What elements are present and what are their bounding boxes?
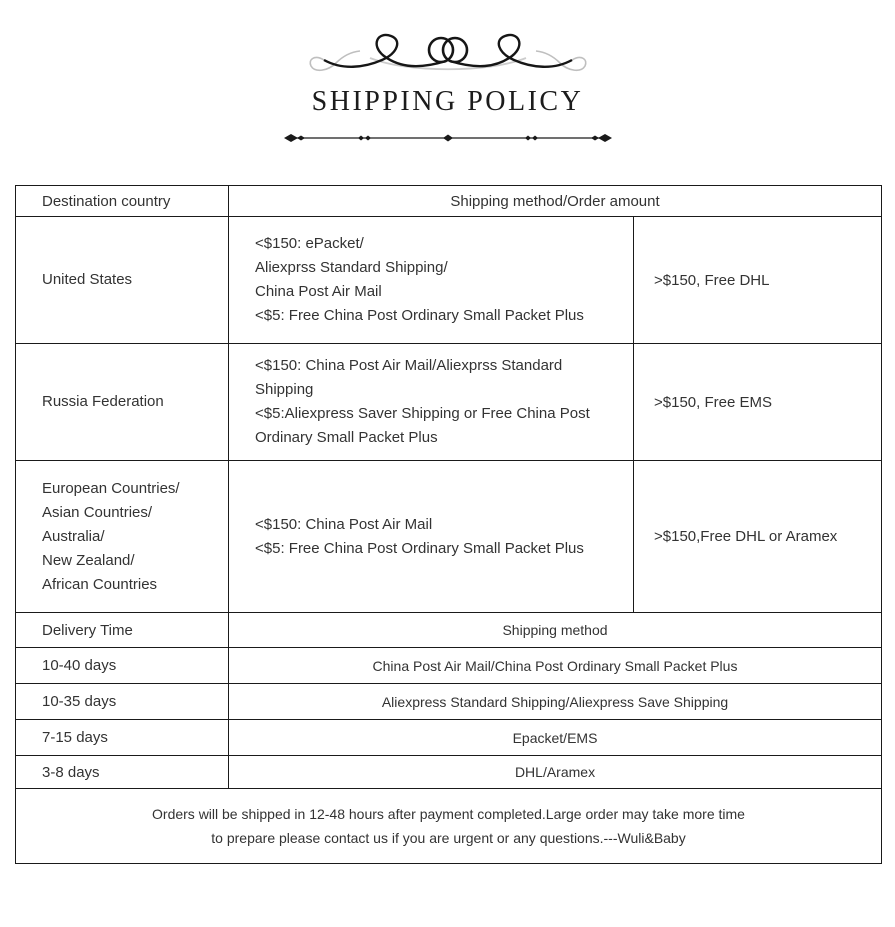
country-name-line: Australia/: [42, 527, 105, 545]
cell-amount-other-countries: >$150,Free DHL or Aramex: [634, 461, 882, 613]
method-line: <$5: Free China Post Ordinary Small Packet Plus: [255, 307, 584, 324]
method-line: Ordinary Small Packet Plus: [255, 429, 438, 446]
cell-delivery-time: 10-35 days: [16, 684, 229, 720]
cell-amount-russia-federation: >$150, Free EMS: [634, 344, 882, 461]
header-shipping-method-order-amount: Shipping method/Order amount: [229, 186, 882, 217]
delivery-row-10-40: [16, 648, 882, 684]
cell-delivery-method: DHL/Aramex: [229, 756, 882, 789]
method-line: <$5:Aliexpress Saver Shipping or Free China Post: [255, 405, 590, 422]
cell-country-russia-federation: [16, 344, 229, 461]
country-name: United States: [42, 271, 133, 288]
cell-delivery-time: 7-15 days: [16, 720, 229, 756]
cell-delivery-time: 3-8 days: [16, 756, 229, 789]
footer-note-row: [16, 789, 882, 864]
method-line: <$150: ePacket/: [255, 235, 364, 252]
table-row-russia-federation: [16, 344, 882, 461]
cell-methods-united-states: [229, 217, 634, 344]
method-line: Shipping: [255, 381, 314, 398]
footer-note-line: Orders will be shipped in 12-48 hours after payment completed.Large order may take more time: [152, 806, 745, 822]
country-name-line: European Countries/: [42, 479, 180, 497]
cell-delivery-time: 10-40 days: [16, 648, 229, 684]
cell-country-united-states: [16, 217, 229, 344]
method-line: <$150: China Post Air Mail/Aliexprss Standard: [255, 357, 563, 374]
cell-methods-russia-federation: [229, 344, 634, 461]
delivery-header-row: [16, 613, 882, 648]
header-destination-country: Destination country: [16, 186, 229, 217]
delivery-row-3-8: [16, 756, 882, 789]
method-line: <$150: China Post Air Mail: [255, 515, 433, 533]
method-line: China Post Air Mail: [255, 283, 382, 300]
country-name-line: Asian Countries/: [42, 503, 153, 521]
cell-amount-united-states: >$150, Free DHL: [634, 217, 882, 344]
table-header-row: [16, 186, 882, 217]
cell-delivery-method: China Post Air Mail/China Post Ordinary Small Packet Plus: [229, 648, 882, 684]
cell-delivery-method: Aliexpress Standard Shipping/Aliexpress Save Shipping: [229, 684, 882, 720]
delivery-row-7-15: [16, 720, 882, 756]
calligraphic-flourish-icon: [308, 24, 588, 80]
footer-note: [16, 789, 882, 864]
table-row-other-countries: [16, 461, 882, 613]
title-divider: [0, 130, 895, 146]
method-line: Aliexprss Standard Shipping/: [255, 259, 448, 276]
shipping-policy-table: [15, 185, 882, 864]
cell-delivery-method: Epacket/EMS: [229, 720, 882, 756]
header-delivery-time: Delivery Time: [16, 613, 229, 648]
cell-methods-other-countries: [229, 461, 634, 613]
header-ornament: [0, 24, 895, 80]
method-line: <$5: Free China Post Ordinary Small Packet Plus: [255, 539, 584, 557]
delivery-row-10-35: [16, 684, 882, 720]
header-shipping-method: Shipping method: [229, 613, 882, 648]
page-title: SHIPPING POLICY: [311, 86, 584, 117]
table-row-united-states: [16, 217, 882, 344]
country-name: Russia Federation: [42, 393, 164, 410]
country-name-line: African Countries: [42, 575, 158, 593]
diamond-divider-icon: [283, 130, 613, 146]
cell-country-other-countries: [16, 461, 229, 613]
footer-note-line: to prepare please contact us if you are urgent or any questions.---Wuli&Baby: [211, 830, 686, 846]
country-name-line: New Zealand/: [42, 551, 135, 569]
